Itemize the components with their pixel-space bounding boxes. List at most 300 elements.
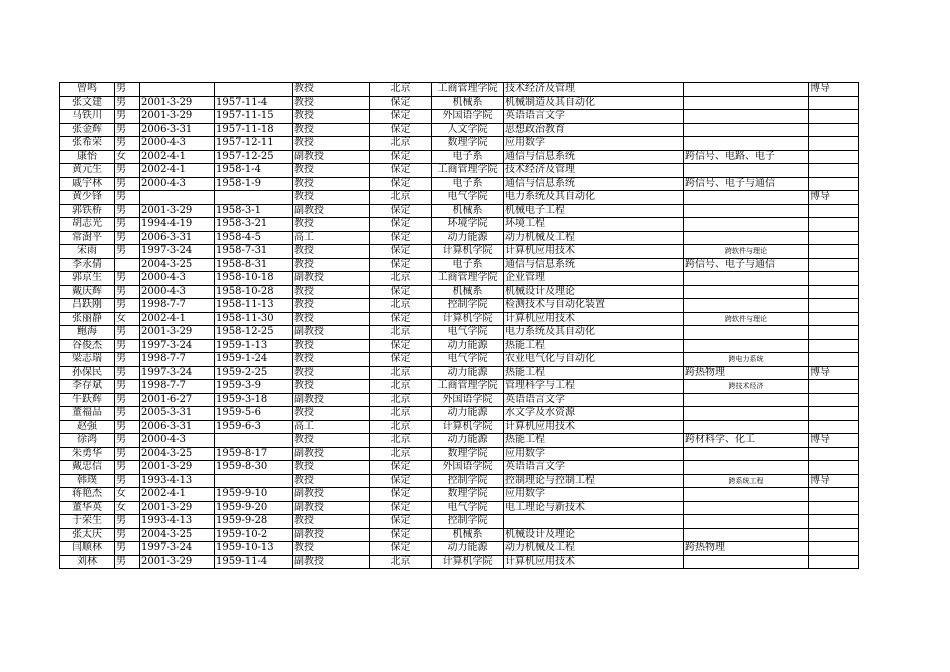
department-cell: 动力能源	[432, 231, 504, 245]
table-row	[60, 326, 859, 340]
campus-cell: 北京	[370, 447, 432, 461]
birth-date-cell	[215, 434, 293, 448]
department-cell: 工商管理学院	[432, 164, 504, 178]
sex-cell: 男	[115, 110, 140, 124]
major-cell: 应用数学	[504, 137, 684, 151]
campus-cell: 保定	[370, 245, 432, 259]
title-cell: 副教授	[293, 393, 370, 407]
birth-date-cell: 1958-7-31	[215, 245, 293, 259]
cross-discipline-cell	[684, 137, 809, 151]
sex-cell	[115, 258, 140, 272]
sex-cell: 女	[115, 488, 140, 502]
appointment-date-cell: 1998-7-7	[140, 299, 215, 313]
major-cell: 计算机应用技术	[504, 245, 684, 259]
table-row	[60, 380, 859, 394]
sex-cell: 女	[115, 501, 140, 515]
title-cell: 高工	[293, 420, 370, 434]
cross-discipline-cell: 跨软件与理论	[684, 312, 809, 326]
birth-date-cell: 1959-11-4	[215, 555, 293, 569]
appointment-date-cell: 2000-4-3	[140, 177, 215, 191]
major-cell: 计算机应用技术	[504, 555, 684, 569]
campus-cell: 保定	[370, 474, 432, 488]
sex-cell: 男	[115, 555, 140, 569]
name-cell: 闫顺林	[60, 542, 115, 556]
table-row	[60, 542, 859, 556]
cross-discipline-cell: 跨信号、电路、电子	[684, 150, 809, 164]
table-row	[60, 272, 859, 286]
tutor-type-cell	[809, 501, 859, 515]
name-cell: 韩璞	[60, 474, 115, 488]
major-cell: 电力系统及其自动化	[504, 326, 684, 340]
cross-discipline-cell	[684, 447, 809, 461]
tutor-type-cell: 博导	[809, 434, 859, 448]
appointment-date-cell: 1997-3-24	[140, 366, 215, 380]
appointment-date-cell: 2001-6-27	[140, 393, 215, 407]
title-cell: 副教授	[293, 488, 370, 502]
appointment-date-cell: 2002-4-1	[140, 164, 215, 178]
cross-discipline-cell	[684, 110, 809, 124]
birth-date-cell: 1958-3-1	[215, 204, 293, 218]
table-row	[60, 258, 859, 272]
department-cell: 控制学院	[432, 515, 504, 529]
table-row	[60, 528, 859, 542]
birth-date-cell: 1959-10-2	[215, 528, 293, 542]
name-cell: 戴庆辉	[60, 285, 115, 299]
major-cell: 机械设计及理论	[504, 528, 684, 542]
cross-discipline-cell: 跨软件与理论	[684, 245, 809, 259]
campus-cell: 保定	[370, 339, 432, 353]
cross-discipline-cell	[684, 204, 809, 218]
campus-cell: 北京	[370, 380, 432, 394]
name-cell: 牛跃辉	[60, 393, 115, 407]
name-cell: 张希荣	[60, 137, 115, 151]
major-cell: 热能工程	[504, 366, 684, 380]
major-cell: 动力机械及工程	[504, 231, 684, 245]
table-row	[60, 218, 859, 232]
campus-cell: 北京	[370, 299, 432, 313]
name-cell: 于荣生	[60, 515, 115, 529]
title-cell: 教授	[293, 191, 370, 205]
major-cell: 技术经济及管理	[504, 164, 684, 178]
appointment-date-cell: 2004-3-25	[140, 258, 215, 272]
sex-cell: 男	[115, 515, 140, 529]
name-cell: 康怡	[60, 150, 115, 164]
cross-discipline-cell	[684, 528, 809, 542]
tutor-type-cell	[809, 339, 859, 353]
title-cell: 教授	[293, 312, 370, 326]
major-cell: 农业电气化与自动化	[504, 353, 684, 367]
department-cell: 控制学院	[432, 299, 504, 313]
birth-date-cell: 1958-8-31	[215, 258, 293, 272]
campus-cell: 保定	[370, 110, 432, 124]
cross-discipline-cell: 跨信号、电子与通信	[684, 177, 809, 191]
title-cell: 副教授	[293, 326, 370, 340]
tutor-type-cell: 博导	[809, 474, 859, 488]
campus-cell: 保定	[370, 218, 432, 232]
department-cell: 外国语学院	[432, 461, 504, 475]
name-cell: 蒋艳杰	[60, 488, 115, 502]
campus-cell: 保定	[370, 123, 432, 137]
campus-cell: 保定	[370, 515, 432, 529]
table-row	[60, 366, 859, 380]
department-cell: 数理学院	[432, 488, 504, 502]
major-cell: 热能工程	[504, 434, 684, 448]
cross-discipline-cell	[684, 326, 809, 340]
birth-date-cell: 1958-1-9	[215, 177, 293, 191]
sex-cell: 男	[115, 137, 140, 151]
department-cell: 电气学院	[432, 353, 504, 367]
birth-date-cell: 1959-9-10	[215, 488, 293, 502]
major-cell: 计算机应用技术	[504, 312, 684, 326]
campus-cell: 保定	[370, 501, 432, 515]
name-cell: 宋雨	[60, 245, 115, 259]
cross-discipline-cell: 跨信号、电子与通信	[684, 258, 809, 272]
birth-date-cell: 1957-11-15	[215, 110, 293, 124]
department-cell: 计算机学院	[432, 245, 504, 259]
campus-cell: 北京	[370, 366, 432, 380]
tutor-type-cell	[809, 528, 859, 542]
name-cell: 鲍海	[60, 326, 115, 340]
tutor-type-cell	[809, 164, 859, 178]
birth-date-cell: 1959-1-13	[215, 339, 293, 353]
birth-date-cell: 1959-3-18	[215, 393, 293, 407]
table-row	[60, 447, 859, 461]
table-row	[60, 474, 859, 488]
birth-date-cell: 1958-1-4	[215, 164, 293, 178]
name-cell: 李存斌	[60, 380, 115, 394]
title-cell: 副教授	[293, 528, 370, 542]
major-cell: 水文学及水资源	[504, 407, 684, 421]
birth-date-cell: 1957-12-25	[215, 150, 293, 164]
name-cell: 李永倩	[60, 258, 115, 272]
title-cell: 教授	[293, 380, 370, 394]
sex-cell: 男	[115, 353, 140, 367]
tutor-type-cell	[809, 177, 859, 191]
name-cell: 梁志瑞	[60, 353, 115, 367]
sex-cell: 男	[115, 164, 140, 178]
birth-date-cell: 1959-10-13	[215, 542, 293, 556]
major-cell: 通信与信息系统	[504, 150, 684, 164]
tutor-type-cell	[809, 299, 859, 313]
table-row	[60, 231, 859, 245]
campus-cell: 北京	[370, 272, 432, 286]
cross-discipline-cell	[684, 420, 809, 434]
sex-cell: 男	[115, 177, 140, 191]
title-cell: 教授	[293, 177, 370, 191]
campus-cell: 保定	[370, 542, 432, 556]
cross-discipline-cell	[684, 191, 809, 205]
name-cell: 董华英	[60, 501, 115, 515]
table-row	[60, 164, 859, 178]
name-cell: 孙保民	[60, 366, 115, 380]
tutor-type-cell	[809, 380, 859, 394]
table-row	[60, 461, 859, 475]
tutor-type-cell	[809, 110, 859, 124]
tutor-type-cell	[809, 326, 859, 340]
campus-cell: 保定	[370, 231, 432, 245]
sex-cell: 男	[115, 191, 140, 205]
sex-cell: 男	[115, 420, 140, 434]
name-cell: 黄少锋	[60, 191, 115, 205]
tutor-type-cell	[809, 204, 859, 218]
table-row	[60, 285, 859, 299]
department-cell: 电气学院	[432, 326, 504, 340]
table-row	[60, 555, 859, 569]
appointment-date-cell: 2001-3-29	[140, 501, 215, 515]
sex-cell: 男	[115, 231, 140, 245]
sex-cell: 男	[115, 123, 140, 137]
name-cell: 谷俊杰	[60, 339, 115, 353]
title-cell: 教授	[293, 137, 370, 151]
appointment-date-cell: 1993-4-13	[140, 515, 215, 529]
tutor-type-cell: 博导	[809, 366, 859, 380]
name-cell: 朱勇华	[60, 447, 115, 461]
title-cell: 副教授	[293, 555, 370, 569]
cross-discipline-cell	[684, 96, 809, 110]
department-cell: 工商管理学院	[432, 380, 504, 394]
name-cell: 郭京生	[60, 272, 115, 286]
sex-cell: 男	[115, 528, 140, 542]
appointment-date-cell: 1997-3-24	[140, 542, 215, 556]
table-row	[60, 353, 859, 367]
campus-cell: 北京	[370, 326, 432, 340]
campus-cell: 保定	[370, 258, 432, 272]
tutor-type-cell	[809, 407, 859, 421]
appointment-date-cell: 2001-3-29	[140, 110, 215, 124]
table-row	[60, 177, 859, 191]
table-row	[60, 204, 859, 218]
tutor-type-cell	[809, 245, 859, 259]
tutor-type-cell	[809, 555, 859, 569]
sex-cell: 男	[115, 434, 140, 448]
tutor-type-cell	[809, 393, 859, 407]
tutor-type-cell	[809, 515, 859, 529]
title-cell: 教授	[293, 83, 370, 97]
campus-cell: 北京	[370, 137, 432, 151]
name-cell: 张金辉	[60, 123, 115, 137]
tutor-type-cell	[809, 218, 859, 232]
major-cell: 英语语言文学	[504, 110, 684, 124]
cross-discipline-cell	[684, 218, 809, 232]
appointment-date-cell: 2006-3-31	[140, 420, 215, 434]
title-cell: 副教授	[293, 150, 370, 164]
name-cell: 郭铁桥	[60, 204, 115, 218]
tutor-type-cell	[809, 488, 859, 502]
name-cell: 赵强	[60, 420, 115, 434]
sex-cell: 男	[115, 447, 140, 461]
birth-date-cell: 1959-2-25	[215, 366, 293, 380]
major-cell: 热能工程	[504, 339, 684, 353]
birth-date-cell: 1958-10-28	[215, 285, 293, 299]
title-cell: 教授	[293, 218, 370, 232]
birth-date-cell: 1957-12-11	[215, 137, 293, 151]
appointment-date-cell: 2002-4-1	[140, 150, 215, 164]
campus-cell: 保定	[370, 177, 432, 191]
appointment-date-cell: 2001-3-29	[140, 326, 215, 340]
sex-cell: 女	[115, 312, 140, 326]
title-cell: 教授	[293, 515, 370, 529]
major-cell: 检测技术与自动化装置	[504, 299, 684, 313]
name-cell: 常澍平	[60, 231, 115, 245]
name-cell: 戴忠信	[60, 461, 115, 475]
title-cell: 高工	[293, 231, 370, 245]
department-cell: 动力能源	[432, 339, 504, 353]
appointment-date-cell: 2001-3-29	[140, 204, 215, 218]
cross-discipline-cell: 跨技术经济	[684, 380, 809, 394]
major-cell: 应用数学	[504, 447, 684, 461]
appointment-date-cell: 2000-4-3	[140, 285, 215, 299]
cross-discipline-cell: 跨热物理	[684, 366, 809, 380]
title-cell: 教授	[293, 258, 370, 272]
name-cell: 戚宇林	[60, 177, 115, 191]
tutor-type-cell	[809, 123, 859, 137]
department-cell: 计算机学院	[432, 555, 504, 569]
campus-cell: 保定	[370, 312, 432, 326]
appointment-date-cell: 2000-4-3	[140, 137, 215, 151]
birth-date-cell	[215, 474, 293, 488]
table-row	[60, 110, 859, 124]
tutor-type-cell	[809, 137, 859, 151]
sex-cell: 男	[115, 96, 140, 110]
sex-cell: 女	[115, 150, 140, 164]
name-cell: 董福品	[60, 407, 115, 421]
table-row	[60, 339, 859, 353]
sex-cell: 男	[115, 272, 140, 286]
birth-date-cell: 1959-9-20	[215, 501, 293, 515]
birth-date-cell: 1959-5-6	[215, 407, 293, 421]
title-cell: 教授	[293, 366, 370, 380]
cross-discipline-cell	[684, 461, 809, 475]
sex-cell: 男	[115, 474, 140, 488]
campus-cell: 北京	[370, 393, 432, 407]
birth-date-cell: 1959-8-30	[215, 461, 293, 475]
major-cell: 电力系统及其自动化	[504, 191, 684, 205]
appointment-date-cell: 2005-3-31	[140, 407, 215, 421]
appointment-date-cell: 1997-3-24	[140, 339, 215, 353]
birth-date-cell: 1958-4-5	[215, 231, 293, 245]
title-cell: 教授	[293, 285, 370, 299]
birth-date-cell: 1959-9-28	[215, 515, 293, 529]
appointment-date-cell: 1998-7-7	[140, 380, 215, 394]
table-row	[60, 515, 859, 529]
birth-date-cell: 1959-1-24	[215, 353, 293, 367]
tutor-type-cell	[809, 150, 859, 164]
title-cell: 教授	[293, 407, 370, 421]
name-cell: 张丽静	[60, 312, 115, 326]
sex-cell: 男	[115, 380, 140, 394]
appointment-date-cell	[140, 191, 215, 205]
campus-cell: 北京	[370, 191, 432, 205]
campus-cell: 保定	[370, 164, 432, 178]
department-cell: 计算机学院	[432, 312, 504, 326]
table-row	[60, 299, 859, 313]
tutor-type-cell	[809, 542, 859, 556]
department-cell: 环境学院	[432, 218, 504, 232]
campus-cell: 北京	[370, 83, 432, 97]
title-cell: 副教授	[293, 272, 370, 286]
campus-cell: 北京	[370, 555, 432, 569]
department-cell: 动力能源	[432, 407, 504, 421]
major-cell: 环境工程	[504, 218, 684, 232]
sex-cell: 男	[115, 245, 140, 259]
major-cell: 应用数学	[504, 488, 684, 502]
department-cell: 计算机学院	[432, 420, 504, 434]
appointment-date-cell: 2004-3-25	[140, 447, 215, 461]
cross-discipline-cell: 跨热物理	[684, 542, 809, 556]
appointment-date-cell: 1997-3-24	[140, 245, 215, 259]
department-cell: 电子系	[432, 258, 504, 272]
sex-cell: 男	[115, 83, 140, 97]
sex-cell: 男	[115, 461, 140, 475]
department-cell: 工商管理学院	[432, 272, 504, 286]
appointment-date-cell: 2000-4-3	[140, 434, 215, 448]
appointment-date-cell	[140, 83, 215, 97]
faculty-table	[59, 82, 859, 569]
title-cell: 教授	[293, 461, 370, 475]
campus-cell: 保定	[370, 204, 432, 218]
sex-cell: 男	[115, 218, 140, 232]
birth-date-cell: 1958-3-21	[215, 218, 293, 232]
campus-cell: 保定	[370, 488, 432, 502]
tutor-type-cell	[809, 231, 859, 245]
campus-cell: 北京	[370, 407, 432, 421]
cross-discipline-cell	[684, 339, 809, 353]
birth-date-cell: 1958-11-13	[215, 299, 293, 313]
title-cell: 教授	[293, 110, 370, 124]
tutor-type-cell	[809, 461, 859, 475]
table-row	[60, 83, 859, 97]
appointment-date-cell: 2002-4-1	[140, 312, 215, 326]
major-cell: 计算机应用技术	[504, 420, 684, 434]
cross-discipline-cell: 跨系统工程	[684, 474, 809, 488]
title-cell: 教授	[293, 299, 370, 313]
table-row	[60, 434, 859, 448]
major-cell: 控制理论与控制工程	[504, 474, 684, 488]
major-cell: 技术经济及管理	[504, 83, 684, 97]
major-cell: 电工理论与新技术	[504, 501, 684, 515]
appointment-date-cell: 2004-3-25	[140, 528, 215, 542]
table-row	[60, 96, 859, 110]
department-cell: 电子系	[432, 150, 504, 164]
department-cell: 数理学院	[432, 137, 504, 151]
department-cell: 动力能源	[432, 542, 504, 556]
sex-cell: 男	[115, 326, 140, 340]
title-cell: 副教授	[293, 204, 370, 218]
appointment-date-cell: 2006-3-31	[140, 231, 215, 245]
table-row	[60, 501, 859, 515]
appointment-date-cell: 2001-3-29	[140, 96, 215, 110]
tutor-type-cell: 博导	[809, 83, 859, 97]
table-row	[60, 393, 859, 407]
birth-date-cell: 1959-3-9	[215, 380, 293, 394]
cross-discipline-cell	[684, 164, 809, 178]
tutor-type-cell	[809, 272, 859, 286]
appointment-date-cell: 1998-7-7	[140, 353, 215, 367]
table-row	[60, 312, 859, 326]
major-cell: 英语语言文学	[504, 461, 684, 475]
name-cell: 吕跃刚	[60, 299, 115, 313]
cross-discipline-cell	[684, 272, 809, 286]
sex-cell: 男	[115, 366, 140, 380]
department-cell: 电气学院	[432, 501, 504, 515]
appointment-date-cell: 1994-4-19	[140, 218, 215, 232]
title-cell: 教授	[293, 353, 370, 367]
major-cell: 企业管理	[504, 272, 684, 286]
table-row	[60, 123, 859, 137]
sex-cell: 男	[115, 393, 140, 407]
appointment-date-cell: 2001-3-29	[140, 555, 215, 569]
table-row	[60, 407, 859, 421]
